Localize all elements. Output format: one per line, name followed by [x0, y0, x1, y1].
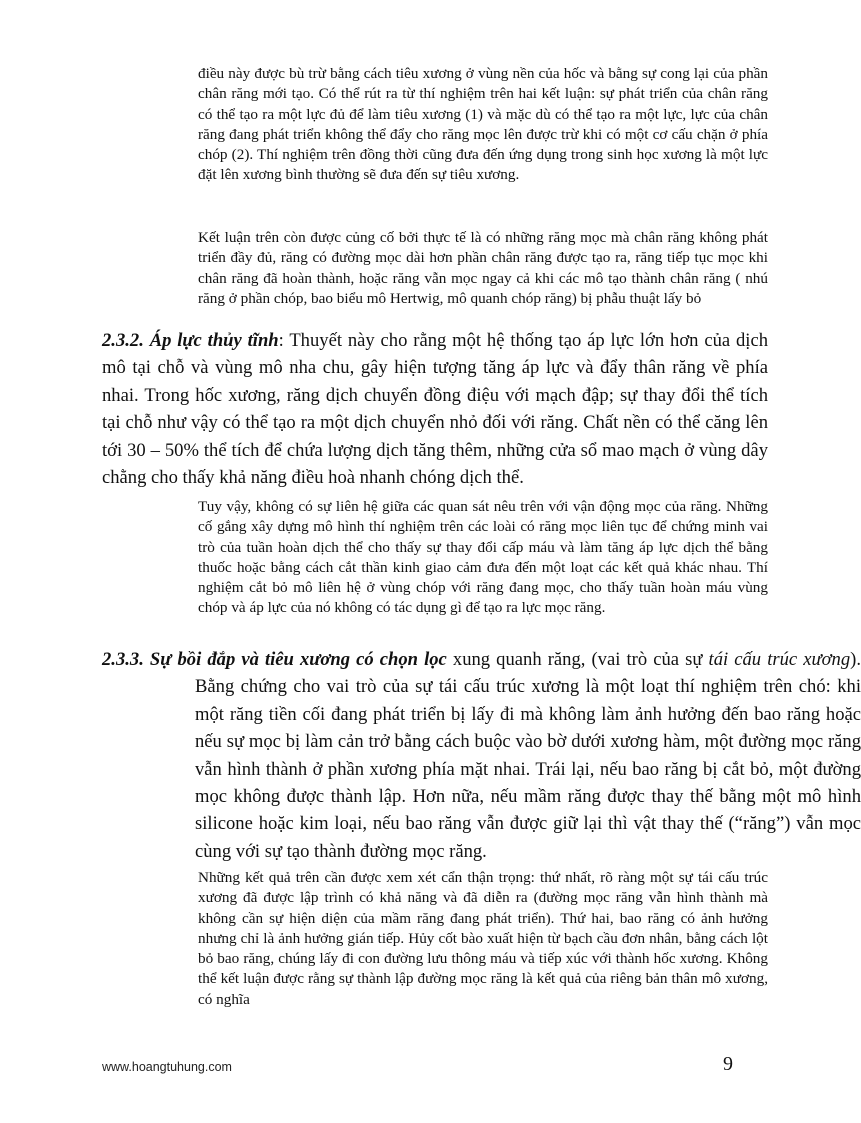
section-2-3-2-body: : Thuyết này cho rằng một hệ thống tạo áp lực lớn hơn của dịch mô tại chỗ và vùng mô nha chu, gây hiện tượng tăng áp lực và đẩy thân răng về phía nhai. Trong hốc xương, răng dịch chuyển đồng điệu với mạch đập; sự thay đổi thể tích tại chỗ như vậy có thể tạo ra một dịch chuyển nhỏ đối với răng. Chất nền có thể căng lên tới 30 – 50% thể tích để chứa lượng dịch tăng thêm, những cửa sổ mao mạch ở vùng dây chằng cho thấy khả năng điều hoà nhanh chóng dịch thể.	[102, 330, 768, 489]
section-2-3-3-italic: tái cấu trúc xương	[708, 649, 851, 670]
page-number: 9	[723, 1053, 733, 1075]
section-2-3-3-body: ). Bằng chứng cho vai trò của sự tái cấu trúc xương là một loạt thí nghiệm trên chó: khi một răng tiền cối đang phát triển bị lấy đi mà không làm ảnh hưởng đến bao răng hoặc nếu sự mọc bị làm cản trở bằng cách buộc vào bờ dưới xương hàm, một đường mọc răng vẫn hình thành ở phần xương phía mặt nhai. Trái lại, nếu bao răng bị cắt bỏ, một đường mọc không được thành lập. Hơn nữa, nếu mầm răng được thay thế bằng một mô hình silicone hoặc kim loại, nếu bao răng vẫn được giữ lại thì vật thay thế (“răng”) vẫn mọc cùng với sự tạo thành đường mọc răng.	[195, 649, 861, 862]
section-2-3-2-heading: 2.3.2. Áp lực thủy tĩnh	[102, 330, 279, 351]
paragraph-conclusion-reinforced: Kết luận trên còn được củng cố bởi thực tế là có những răng mọc mà chân răng không phát triển đầy đủ, răng có đường mọc dài hơn phần chân răng được tạo ra, răng tiếp tục mọc khi chân răng đã hoàn thành, hoặc răng vẫn mọc ngay cả khi các mô tạo thành chân răng ( nhú răng ở phần chóp, bao biểu mô Hertwig, mô quanh chóp răng) bị phẫu thuật lấy bỏ	[198, 229, 768, 307]
section-2-3-3-mid: xung quanh răng, (vai trò của sự	[446, 649, 709, 670]
section-2-3-2	[102, 327, 768, 491]
paragraph-no-relation: Tuy vậy, không có sự liên hệ giữa các quan sát nêu trên với vận động mọc của răng. Những cố gắng xây dựng mô hình thí nghiệm trên các loài có răng mọc liên tục để chứng minh vai trò của tuần hoàn dịch thể cho thấy sự thay đổi cấp máu và làm tăng áp lực dịch thể bằng thuốc hoặc bằng cách cắt thần kinh giao cảm đưa đến một loạt các kết quả khác nhau. Thí nghiệm cắt bỏ mô liên hệ ở vùng chóp với răng đang mọc, cho thấy tuần hoàn máu vùng chóp và áp lực của nó không có tác dụng gì để tạo ra lực mọc răng.	[198, 498, 768, 617]
paragraph-bone-resorption-conclusion: điều này được bù trừ bằng cách tiêu xương ở vùng nền của hốc và bằng sự cong lại của phần chân răng mới tạo. Có thể rút ra từ thí nghiệm trên hai kết luận: sự phát triển của chân răng có thể tạo ra một lực đủ để làm tiêu xương (1) và mặc dù có thể tạo ra một lực, lực của chân răng đang phát triển không thể đẩy cho răng mọc lên được trừ khi có một cơ cấu chặn ở phía chóp (2). Thí nghiệm trên đồng thời cũng đưa đến ứng dụng trong sinh học xương là một lực đặt lên xương bình thường sẽ đưa đến sự tiêu xương.	[198, 65, 768, 184]
section-2-3-3	[102, 646, 861, 865]
paragraph-careful-results: Những kết quả trên cần được xem xét cẩn thận trọng: thứ nhất, rõ ràng một sự tái cấu trúc xương đã được lập trình có khả năng và đã diễn ra (đường mọc răng vẫn hình thành mà không cần sự hiện diện của mầm răng đang phát triển). Thứ hai, bao răng có ảnh hưởng nhưng chỉ là ảnh hưởng gián tiếp. Hủy cốt bào xuất hiện từ bạch cầu đơn nhân, bằng cách lột bỏ bao răng, chúng lấy đi con đường lưu thông máu và tiếp xúc với thành hốc xương. Không thể kết luận được rằng sự thành lập đường mọc răng là kết quả của riêng bản thân mô xương, có nghĩa	[198, 869, 768, 1008]
footer-website: www.hoangtuhung.com	[102, 1060, 232, 1074]
section-2-3-3-heading: 2.3.3. Sự bồi đắp và tiêu xương có chọn lọc	[102, 649, 447, 670]
